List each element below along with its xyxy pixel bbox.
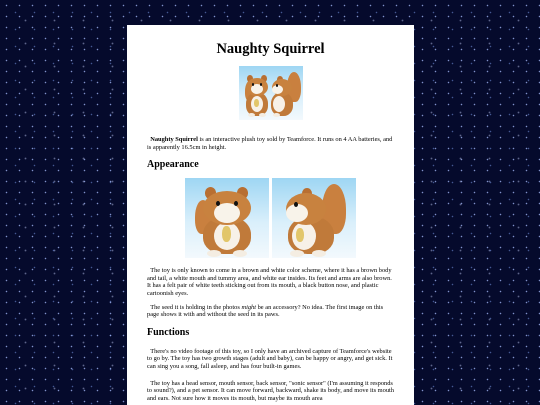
intro-text: is an interactive plush toy sold by Teamforce. It runs on 4 AA batteries, and is apparently 16.5cm in height. <box>147 136 393 151</box>
hero-image <box>147 66 394 120</box>
appearance-text-1: The toy is only known to come in a brown and white color scheme, where it has a brown body and tail, a white mouth and tummy area, and white ear insides. Its feet and arms are also brown. It has a felt pair of white teeth sticking out from its mouth, a black button nose, and plastic cartoonish eyes. <box>147 267 392 297</box>
appearance-paragraph-2 <box>147 304 394 319</box>
functions-heading: Functions <box>147 326 190 338</box>
functions-text-2: The toy has a head sensor, mouth sensor, back sensor, "sonic sensor" (I'm assuming it responds to sound?), and a pet sensor. It can move forward, backward, shake its body, and move its mouth and ears. Not sure how it moves its mouth, but maybe its mouth area <box>147 379 394 402</box>
squirrel-side-photo <box>272 178 356 258</box>
appearance-emphasis: might <box>241 303 257 311</box>
functions-paragraph-2 <box>147 380 394 403</box>
appearance-images <box>147 178 394 258</box>
squirrel-front-photo <box>185 178 269 258</box>
page-title: Naughty Squirrel <box>216 41 325 57</box>
squirrel-pair-photo <box>239 66 303 120</box>
appearance-text-2b: be an accessory? No idea. The first image on this page shows it with and without the seed in its paws. <box>147 303 384 319</box>
content-panel <box>127 25 414 405</box>
appearance-text-2a: The seed it is holding in the photos <box>150 303 242 311</box>
functions-paragraph-1 <box>147 348 394 371</box>
intro-name: Naughty Squirrel <box>150 136 198 143</box>
intro-paragraph <box>147 136 394 151</box>
functions-text-1: There's no video footage of this toy, so I only have an archived capture of Teamforce's website to go by. The toy has two growth stages (adult and baby), can be happy or angry, and get sick. It can sing you a song, fall asleep, and has four built-in games. <box>147 347 393 370</box>
appearance-heading: Appearance <box>147 159 199 171</box>
appearance-paragraph-1 <box>147 267 394 297</box>
